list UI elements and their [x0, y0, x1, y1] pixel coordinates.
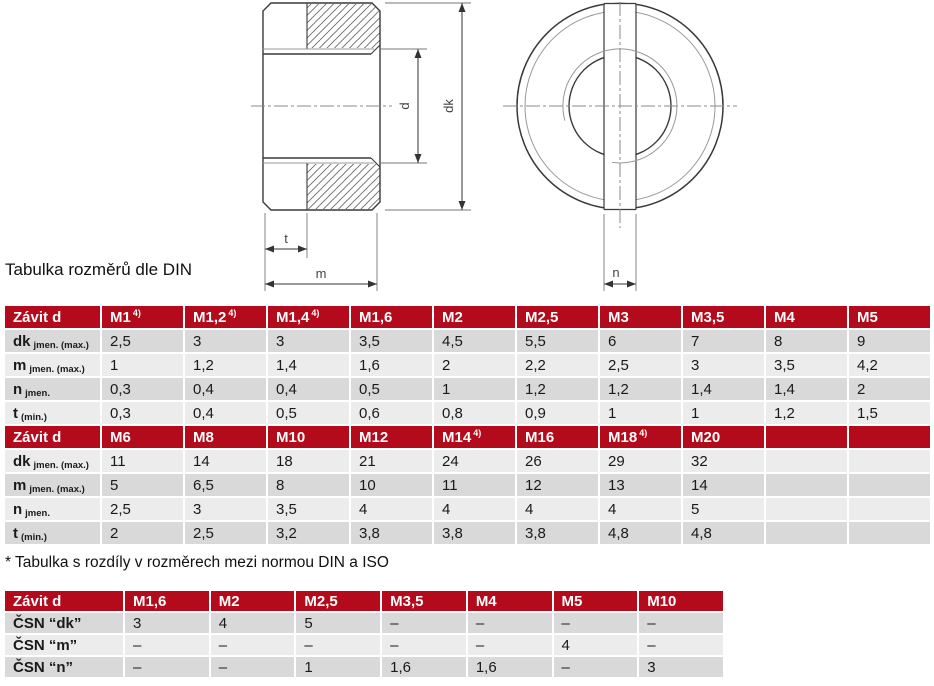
din-value-cell: 10 — [351, 474, 432, 496]
din-value-cell: 5 — [683, 498, 764, 520]
din-value-cell: 3 — [683, 354, 764, 376]
din-value-cell: 13 — [600, 474, 681, 496]
din-value-cell: 0,4 — [185, 402, 266, 424]
din-row-label: t (min.) — [5, 402, 100, 424]
dim-label-t: t — [284, 231, 288, 246]
din-value-cell: 0,3 — [102, 402, 183, 424]
csn-column-header: M2,5 — [296, 591, 380, 611]
csn-header-thread-label: Závit d — [5, 591, 123, 611]
din-value-cell: 6,5 — [185, 474, 266, 496]
csn-value-cell: – — [468, 613, 552, 633]
din-value-cell: 1,4 — [766, 378, 847, 400]
din-column-header: M1 $^{4)}$ — [102, 306, 183, 328]
din-value-cell: 1,5 — [849, 402, 930, 424]
din-value-cell: 3 — [185, 330, 266, 352]
hatch-area-top — [307, 4, 380, 48]
din-column-header: M1,6 — [351, 306, 432, 328]
din-column-header: M18 $^{4)}$ — [600, 426, 681, 448]
din-row-label: m jmen. (max.) — [5, 474, 100, 496]
din-column-header: M3 — [600, 306, 681, 328]
din-value-cell: 4 — [351, 498, 432, 520]
din-value-cell: 0,9 — [517, 402, 598, 424]
din-value-cell: 1,2 — [185, 354, 266, 376]
din-value-cell: 3,2 — [268, 522, 349, 544]
din-header-thread-label: Závit d — [5, 426, 100, 448]
din-value-cell: 0,5 — [351, 378, 432, 400]
din-value-cell: 4,2 — [849, 354, 930, 376]
din-value-cell: 3,8 — [517, 522, 598, 544]
din-column-header — [766, 426, 847, 448]
din-value-cell: 26 — [517, 450, 598, 472]
din-value-cell: 0,4 — [185, 378, 266, 400]
row-label-subscript: jmen. (max.) — [33, 459, 89, 471]
din-value-cell: 2,5 — [102, 498, 183, 520]
din-value-cell — [849, 522, 930, 544]
din-value-cell: 1,4 — [268, 354, 349, 376]
footnote-superscript: 4) — [473, 428, 482, 438]
dim-label-m: m — [315, 266, 327, 281]
din-row-label: dk jmen. (max.) — [5, 450, 100, 472]
din-column-header: M10 — [268, 426, 349, 448]
din-value-cell: 2,5 — [600, 354, 681, 376]
section-view-drawing — [251, 3, 471, 291]
din-row-label: n jmen. — [5, 498, 100, 520]
din-column-header: M4 — [766, 306, 847, 328]
din-value-cell: 0,4 — [268, 378, 349, 400]
din-value-cell: 14 — [185, 450, 266, 472]
din-column-header: M6 — [102, 426, 183, 448]
din-value-cell — [766, 474, 847, 496]
din-value-cell: 2 — [434, 354, 515, 376]
din-value-cell: 11 — [434, 474, 515, 496]
din-column-header: M8 — [185, 426, 266, 448]
csn-column-header: M5 — [554, 591, 638, 611]
csn-value-cell: 4 — [554, 635, 638, 655]
din-value-cell: 4 — [434, 498, 515, 520]
din-value-cell: 8 — [268, 474, 349, 496]
din-column-header: M1,2 $^{4)}$ — [185, 306, 266, 328]
din-value-cell: 0,8 — [434, 402, 515, 424]
din-value-cell: 1 — [102, 354, 183, 376]
din-value-cell — [766, 450, 847, 472]
csn-value-cell: – — [382, 635, 466, 655]
row-label-subscript: jmen. (max.) — [29, 363, 85, 375]
csn-value-cell: – — [554, 657, 638, 677]
din-value-cell: 0,6 — [351, 402, 432, 424]
din-row-label: m jmen. (max.) — [5, 354, 100, 376]
technical-drawing — [0, 0, 780, 300]
din-value-cell: 7 — [683, 330, 764, 352]
din-value-cell: 5,5 — [517, 330, 598, 352]
din-value-cell: 1,4 — [683, 378, 764, 400]
csn-value-cell: – — [382, 613, 466, 633]
din-value-cell: 29 — [600, 450, 681, 472]
din-value-cell: 11 — [102, 450, 183, 472]
din-value-cell: 1 — [434, 378, 515, 400]
din-column-header — [849, 426, 930, 448]
footnote-superscript: 4) — [639, 428, 648, 438]
din-column-header: M14 $^{4)}$ — [434, 426, 515, 448]
csn-value-cell: 3 — [639, 657, 723, 677]
din-value-cell: 2,2 — [517, 354, 598, 376]
csn-column-header: M4 — [468, 591, 552, 611]
din-value-cell: 1,6 — [351, 354, 432, 376]
footnote-superscript: 4) — [132, 308, 141, 318]
csn-value-cell: – — [296, 635, 380, 655]
din-value-cell: 3,8 — [434, 522, 515, 544]
din-value-cell — [766, 498, 847, 520]
csn-value-cell: – — [639, 635, 723, 655]
din-value-cell: 1,2 — [517, 378, 598, 400]
din-column-header: M2 — [434, 306, 515, 328]
row-label-subscript: (min.) — [21, 411, 47, 423]
din-value-cell: 4 — [517, 498, 598, 520]
csn-value-cell: – — [125, 635, 209, 655]
dim-label-n: n — [612, 265, 620, 280]
din-value-cell: 1,2 — [766, 402, 847, 424]
din-value-cell — [849, 498, 930, 520]
hatch-area-bottom — [307, 164, 380, 209]
din-value-cell: 2 — [102, 522, 183, 544]
din-dimension-table — [3, 304, 932, 546]
din-value-cell: 5 — [102, 474, 183, 496]
csn-column-header: M3,5 — [382, 591, 466, 611]
row-label-subscript: jmen. — [25, 507, 50, 519]
din-value-cell — [766, 522, 847, 544]
csn-value-cell: – — [125, 657, 209, 677]
front-view-drawing — [503, 2, 737, 291]
din-value-cell: 12 — [517, 474, 598, 496]
din-value-cell: 14 — [683, 474, 764, 496]
csn-value-cell: 5 — [296, 613, 380, 633]
din-value-cell: 3 — [185, 498, 266, 520]
row-label-subscript: jmen. (max.) — [29, 483, 85, 495]
csn-column-header: M10 — [639, 591, 723, 611]
csn-value-cell: – — [211, 635, 295, 655]
din-column-header: M5 — [849, 306, 930, 328]
din-value-cell: 2,5 — [185, 522, 266, 544]
csn-value-cell: – — [211, 657, 295, 677]
csn-value-cell: 1,6 — [382, 657, 466, 677]
din-value-cell: 3 — [268, 330, 349, 352]
row-label-subscript: (min.) — [21, 531, 47, 543]
din-value-cell: 32 — [683, 450, 764, 472]
csn-value-cell: 3 — [125, 613, 209, 633]
din-value-cell: 2 — [849, 378, 930, 400]
din-row-label: t (min.) — [5, 522, 100, 544]
din-value-cell: 1 — [600, 402, 681, 424]
din-column-header: M3,5 — [683, 306, 764, 328]
csn-row-label: ČSN “n” — [5, 657, 123, 677]
din-column-header: M1,4 $^{4)}$ — [268, 306, 349, 328]
din-row-label: n jmen. — [5, 378, 100, 400]
din-header-thread-label: Závit d — [5, 306, 100, 328]
footnote-superscript: 4) — [311, 308, 320, 318]
csn-value-cell: – — [554, 613, 638, 633]
dim-label-dk: dk — [441, 99, 456, 113]
din-value-cell: 4,8 — [600, 522, 681, 544]
din-value-cell: 4 — [600, 498, 681, 520]
din-value-cell — [849, 474, 930, 496]
din-value-cell: 0,5 — [268, 402, 349, 424]
din-value-cell: 0,3 — [102, 378, 183, 400]
din-value-cell: 1 — [683, 402, 764, 424]
din-value-cell: 8 — [766, 330, 847, 352]
din-value-cell: 3,5 — [351, 330, 432, 352]
csn-value-cell: 1,6 — [468, 657, 552, 677]
csn-value-cell: – — [468, 635, 552, 655]
din-value-cell: 9 — [849, 330, 930, 352]
din-value-cell — [849, 450, 930, 472]
din-value-cell: 4,8 — [683, 522, 764, 544]
din-value-cell: 21 — [351, 450, 432, 472]
csn-column-header: M1,6 — [125, 591, 209, 611]
din-value-cell: 4,5 — [434, 330, 515, 352]
csn-value-cell: 4 — [211, 613, 295, 633]
csn-column-header: M2 — [211, 591, 295, 611]
iso-difference-note: * Tabulka s rozdíly v rozměrech mezi normou DIN a ISO — [5, 554, 389, 571]
din-value-cell: 1,2 — [600, 378, 681, 400]
csn-row-label: ČSN “m” — [5, 635, 123, 655]
din-row-label: dk jmen. (max.) — [5, 330, 100, 352]
din-value-cell: 3,8 — [351, 522, 432, 544]
din-value-cell: 3,5 — [766, 354, 847, 376]
din-column-header: M2,5 — [517, 306, 598, 328]
din-value-cell: 2,5 — [102, 330, 183, 352]
csn-value-cell: 1 — [296, 657, 380, 677]
csn-comparison-table — [3, 589, 725, 679]
din-column-header: M20 — [683, 426, 764, 448]
dim-label-d: d — [397, 102, 412, 110]
din-value-cell: 24 — [434, 450, 515, 472]
row-label-subscript: jmen. — [25, 387, 50, 399]
csn-value-cell: – — [639, 613, 723, 633]
footnote-superscript: 4) — [228, 308, 237, 318]
din-column-header: M12 — [351, 426, 432, 448]
din-table-heading: Tabulka rozměrů dle DIN — [5, 260, 193, 279]
din-value-cell: 6 — [600, 330, 681, 352]
csn-row-label: ČSN “dk” — [5, 613, 123, 633]
row-label-subscript: jmen. (max.) — [33, 339, 89, 351]
din-value-cell: 18 — [268, 450, 349, 472]
din-value-cell: 3,5 — [268, 498, 349, 520]
din-column-header: M16 — [517, 426, 598, 448]
